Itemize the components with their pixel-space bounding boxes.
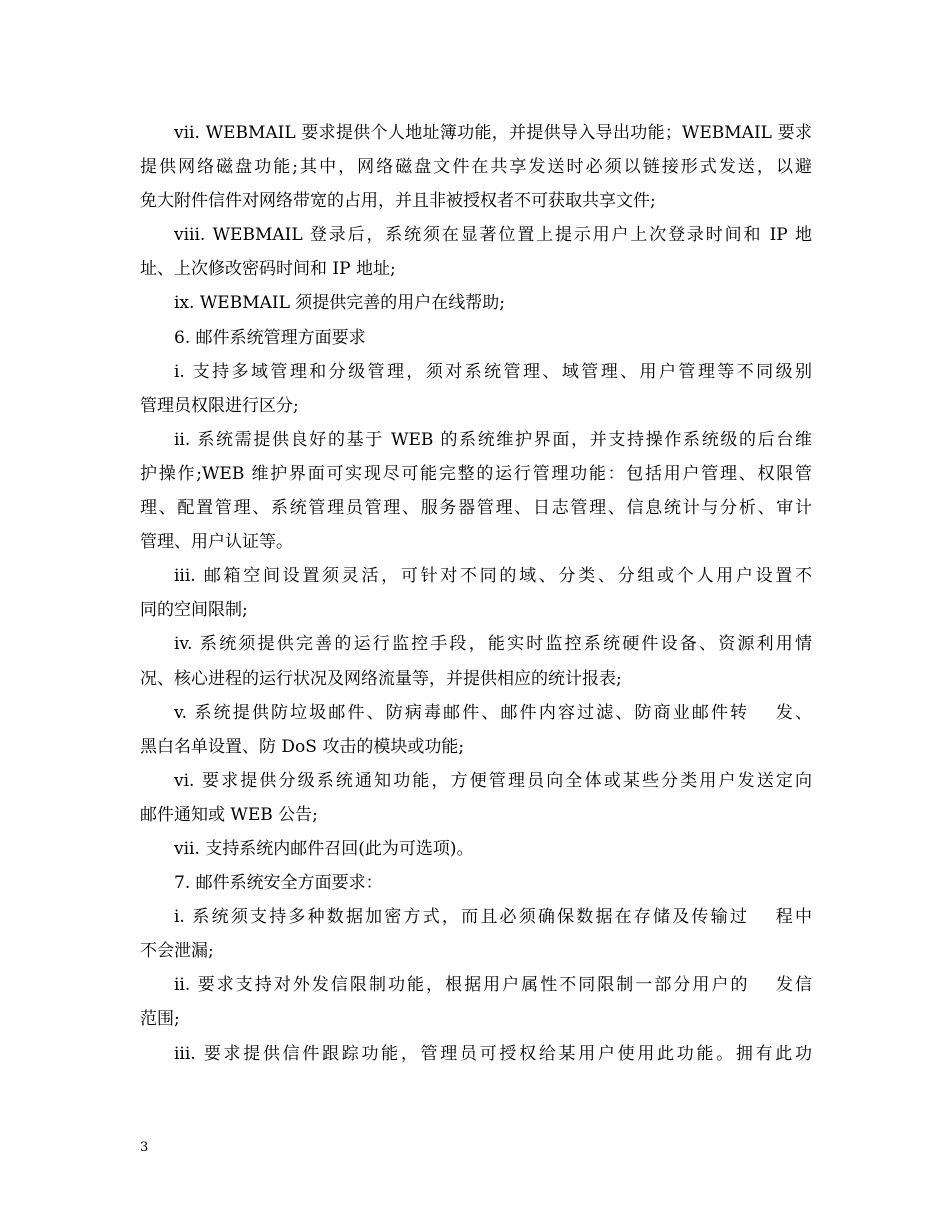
paragraph-multi-domain-management bbox=[140, 355, 812, 423]
paragraph-sending-limit bbox=[140, 968, 812, 1036]
page-number: 3 bbox=[140, 1140, 149, 1155]
text-line: ii. 系统需提供良好的基于 WEB 的系统维护界面，并支持操作系统级的后台维 bbox=[174, 429, 812, 450]
text-line: iii. 要求提供信件跟踪功能，管理员可授权给某用户使用此功能。拥有此功 bbox=[174, 1043, 812, 1064]
text-line: 提供网络磁盘功能;其中，网络磁盘文件在共享发送时必须以链接形式发送，以避 bbox=[140, 157, 812, 178]
text-line: 黑白名单设置、防 DoS 攻击的模块或功能; bbox=[140, 736, 465, 757]
paragraph-encryption bbox=[140, 900, 812, 968]
text-line: 管理员权限进行区分; bbox=[140, 395, 299, 416]
paragraph-mailbox-space bbox=[140, 559, 812, 627]
text-line: 邮件通知或 WEB 公告; bbox=[140, 804, 318, 825]
text-line: ii. 要求支持对外发信限制功能，根据用户属性不同限制一部分用户的 发信 bbox=[174, 975, 812, 996]
paragraph-monitoring bbox=[140, 627, 812, 695]
text-line: 6. 邮件系统管理方面要求 bbox=[174, 327, 366, 348]
paragraph-system-notice bbox=[140, 764, 812, 832]
paragraph-mail-tracking bbox=[140, 1037, 812, 1071]
text-line: i. 系统须支持多种数据加密方式，而且必须确保数据在存储及传输过 程中 bbox=[174, 907, 812, 928]
text-line: 同的空间限制; bbox=[140, 600, 248, 621]
text-line: i. 支持多域管理和分级管理，须对系统管理、域管理、用户管理等不同级别 bbox=[174, 361, 812, 382]
text-line: viii. WEBMAIL 登录后，系统须在显著位置上提示用户上次登录时间和 IP 地 bbox=[174, 225, 812, 246]
section-heading-security bbox=[140, 866, 812, 900]
section-heading-management bbox=[140, 321, 812, 355]
text-line: 址、上次修改密码时间和 IP 地址; bbox=[140, 259, 396, 280]
paragraph-mail-recall bbox=[140, 832, 812, 866]
text-line: 免大附件信件对网络带宽的占用，并且非被授权者不可获取共享文件; bbox=[140, 191, 656, 212]
text-line: 理、配置管理、系统管理员管理、服务器管理、日志管理、信息统计与分析、审计 bbox=[140, 498, 812, 519]
text-line: vi. 要求提供分级系统通知功能，方便管理员向全体或某些分类用户发送定向 bbox=[174, 770, 812, 791]
paragraph-web-maintenance bbox=[140, 423, 812, 559]
text-line: iv. 系统须提供完善的运行监控手段，能实时监控系统硬件设备、资源利用情 bbox=[174, 634, 812, 655]
text-line: 7. 邮件系统安全方面要求： bbox=[174, 873, 383, 894]
text-line: 况、核心进程的运行状况及网络流量等，并提供相应的统计报表; bbox=[140, 668, 622, 689]
paragraph-webmail-help bbox=[140, 286, 812, 320]
text-line: v. 系统提供防垃圾邮件、防病毒邮件、邮件内容过滤、防商业邮件转 发、 bbox=[174, 702, 812, 723]
text-line: ix. WEBMAIL 须提供完善的用户在线帮助; bbox=[174, 293, 506, 314]
text-line: vii. WEBMAIL 要求提供个人地址簿功能，并提供导入导出功能；WEBMAIL 要求 bbox=[174, 123, 812, 143]
document-body bbox=[140, 116, 812, 1071]
paragraph-webmail-address-book bbox=[140, 116, 812, 218]
text-line: 护操作;WEB 维护界面可实现尽可能完整的运行管理功能：包括用户管理、权限管 bbox=[140, 463, 812, 484]
text-line: iii. 邮箱空间设置须灵活，可针对不同的域、分类、分组或个人用户设置不 bbox=[174, 566, 812, 587]
paragraph-anti-spam bbox=[140, 696, 812, 764]
text-line: 管理、用户认证等。 bbox=[140, 532, 293, 553]
text-line: vii. 支持系统内邮件召回(此为可选项)。 bbox=[174, 838, 474, 859]
paragraph-webmail-login-info bbox=[140, 218, 812, 286]
text-line: 不会泄漏; bbox=[140, 941, 214, 962]
text-line: 范围; bbox=[140, 1009, 180, 1030]
